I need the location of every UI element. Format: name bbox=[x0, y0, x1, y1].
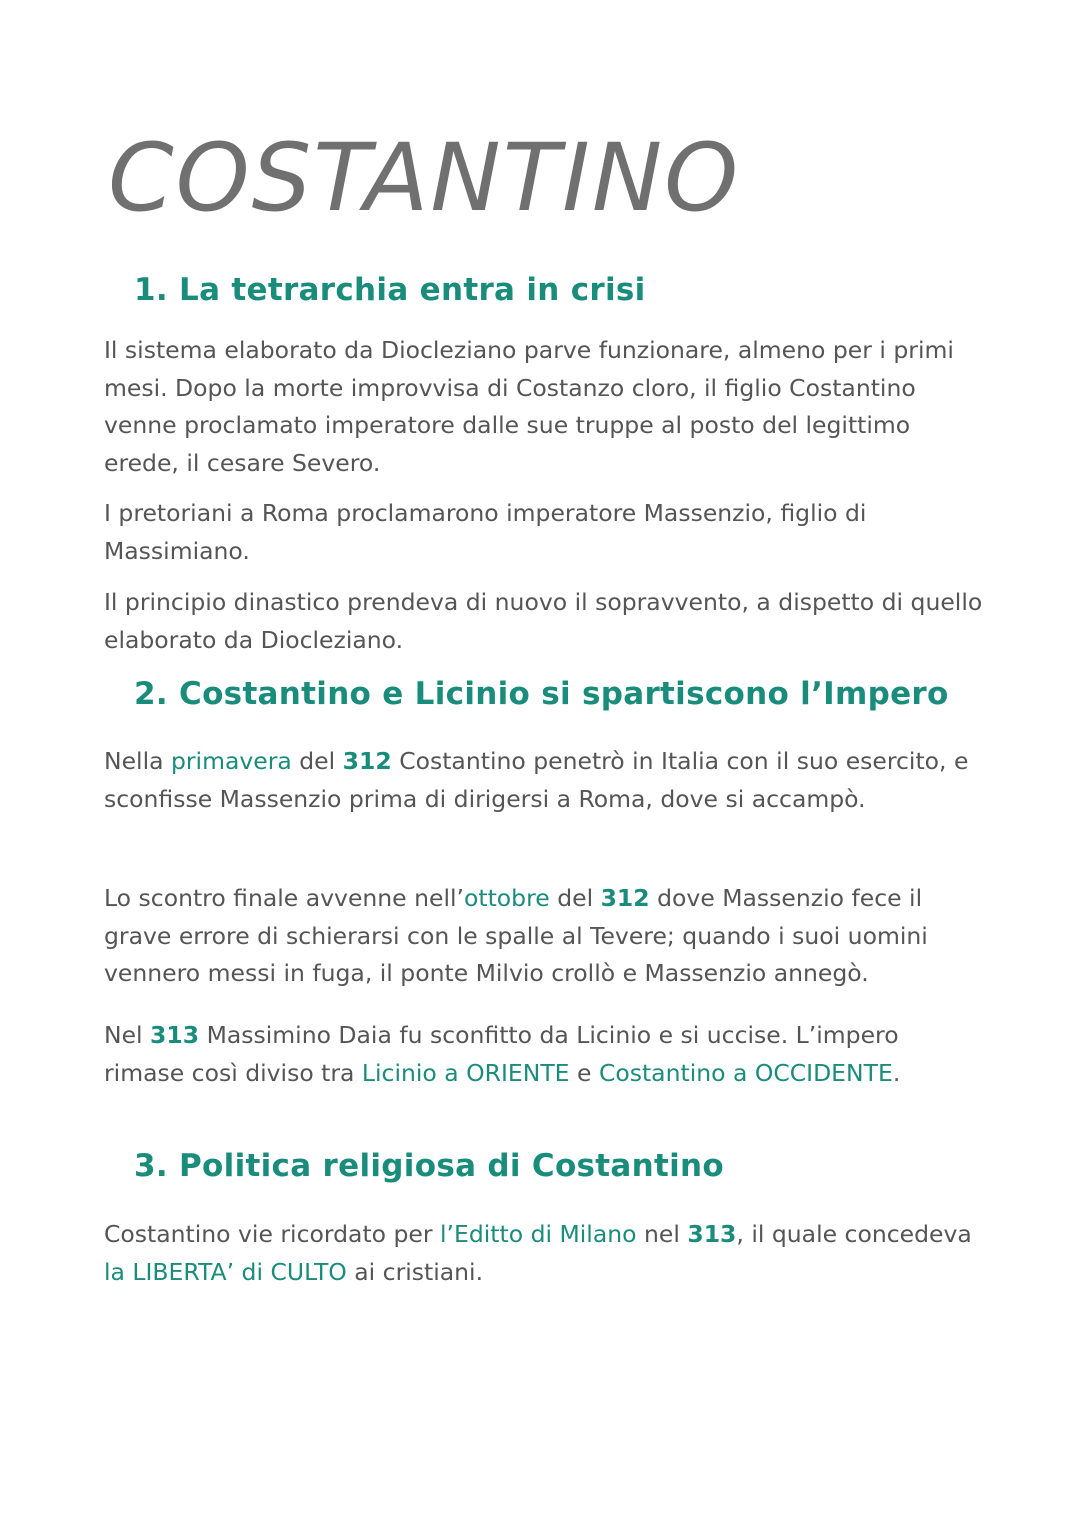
text-run: del bbox=[549, 884, 601, 912]
highlight-editto: l’Editto di Milano bbox=[440, 1220, 637, 1248]
text-run: , il quale concedeva bbox=[736, 1220, 972, 1248]
page-title: COSTANTINO bbox=[108, 124, 741, 233]
highlight-season: primavera bbox=[170, 747, 292, 775]
paragraph-tetrarchia-1: Il sistema elaborato da Diocleziano parve funzionare, almeno per i primi mesi. Dopo la morte improvvisa di Costanzo cloro, il figlio Costantino venne proclamato imperatore dalle sue truppe al posto del legittimo erede, il cesare Severo. bbox=[104, 336, 954, 477]
paragraph-tetrarchia-2: I pretoriani a Roma proclamarono imperatore Massenzio, figlio di Massimiano. bbox=[104, 499, 867, 565]
text-run: . bbox=[892, 1058, 901, 1087]
highlight-month: ottobre bbox=[464, 884, 550, 912]
section-heading-spartizione: 2. Costantino e Licinio si spartiscono l’Impero bbox=[134, 676, 949, 712]
highlight-year: 313 bbox=[687, 1220, 737, 1248]
highlight-liberta-culto: la LIBERTA’ di CULTO bbox=[104, 1257, 347, 1286]
text-run: Costantino vie ricordato per bbox=[104, 1220, 441, 1248]
highlight-year: 312 bbox=[342, 747, 392, 775]
text-run: Costantino penetrò in Italia con il suo esercito, e sconfisse Massenzio prima di dirigersi a Roma, dove si accampò. bbox=[104, 747, 969, 813]
section-heading-tetrarchia: 1. La tetrarchia entra in crisi bbox=[134, 272, 646, 308]
highlight-oriente: Licinio a ORIENTE bbox=[361, 1058, 570, 1087]
highlight-year: 312 bbox=[600, 884, 650, 912]
text-run: del bbox=[291, 747, 343, 775]
paragraph-politica-religiosa-1 bbox=[104, 1216, 984, 1291]
highlight-occidente: Costantino a OCCIDENTE bbox=[598, 1058, 893, 1087]
paragraph-spartizione-3 bbox=[104, 1017, 984, 1092]
text-run: ai cristiani. bbox=[346, 1257, 484, 1286]
text-run: nel bbox=[636, 1220, 688, 1248]
text-run: Massimino Daia fu sconfitto da Licinio e si uccise. L’impero rimase così diviso tra bbox=[104, 1021, 899, 1087]
text-run: Nella bbox=[104, 747, 171, 775]
text-run: dove Massenzio fece il grave errore di schierarsi con le spalle al Tevere; quando i suoi uomini vennero messi in fuga, il ponte Milvio crollò e Massenzio annegò. bbox=[104, 884, 928, 987]
paragraph-tetrarchia-3: Il principio dinastico prendeva di nuovo il sopravvento, a dispetto di quello elaborato da Diocleziano. bbox=[104, 588, 983, 654]
paragraph-spartizione-2 bbox=[104, 880, 984, 993]
text-run: Lo scontro finale avvenne nell’ bbox=[104, 884, 464, 912]
text-run: Nel bbox=[104, 1021, 151, 1049]
highlight-year: 313 bbox=[150, 1021, 200, 1049]
paragraph-spartizione-1 bbox=[104, 743, 984, 818]
text-run: e bbox=[569, 1058, 599, 1087]
section-heading-politica-religiosa: 3. Politica religiosa di Costantino bbox=[134, 1148, 725, 1184]
